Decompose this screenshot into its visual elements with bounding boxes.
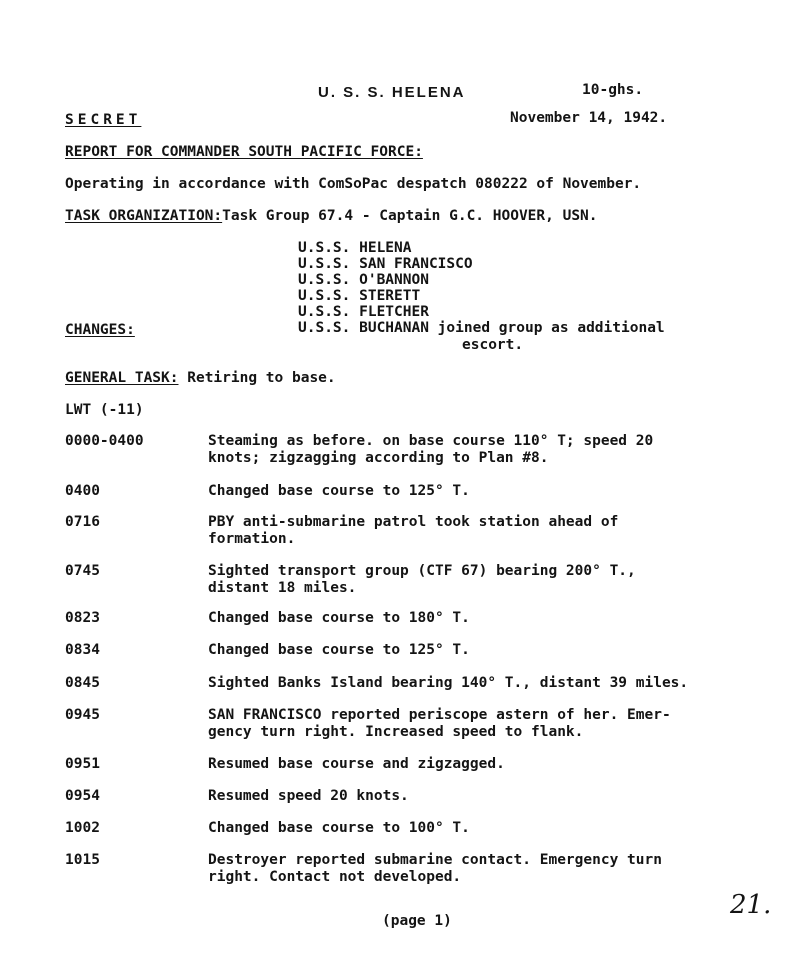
task-organization xyxy=(65,208,598,225)
general-task-label: GENERAL TASK: xyxy=(65,370,179,386)
log-text: Steaming as before. on base course 110° T; speed 20 knots; zigzagging according to Plan #8. xyxy=(208,433,654,466)
general-task-text: Retiring to base. xyxy=(187,370,336,386)
log-time: 0745 xyxy=(65,563,100,579)
timezone-label: LWT (-11) xyxy=(65,402,144,418)
log-text: SAN FRANCISCO reported periscope astern of her. Emer- gency turn right. Increased speed to flank. xyxy=(208,707,671,740)
ship-list-item: U.S.S. SAN FRANCISCO xyxy=(298,256,473,272)
ship-list-item: U.S.S. O'BANNON xyxy=(298,272,429,288)
task-group-text: Task Group 67.4 - Captain G.C. HOOVER, USN. xyxy=(222,208,598,224)
report-title: REPORT FOR COMMANDER SOUTH PACIFIC FORCE: xyxy=(65,144,423,160)
log-time: 0716 xyxy=(65,514,100,530)
general-task xyxy=(65,370,336,387)
log-time: 0823 xyxy=(65,610,100,626)
log-text: PBY anti-submarine patrol took station ahead of formation. xyxy=(208,514,619,547)
log-time: 0400 xyxy=(65,483,100,499)
log-time: 1015 xyxy=(65,852,100,868)
log-time: 0000-0400 xyxy=(65,433,144,449)
ship-list-item: U.S.S. HELENA xyxy=(298,240,412,256)
log-text: Destroyer reported submarine contact. Emergency turn right. Contact not developed. xyxy=(208,852,662,885)
log-time: 1002 xyxy=(65,820,100,836)
task-org-label: TASK ORGANIZATION: xyxy=(65,208,223,224)
log-text: Resumed base course and zigzagged. xyxy=(208,756,505,772)
intro-paragraph: Operating in accordance with ComSoPac despatch 080222 of November. xyxy=(65,176,642,192)
changes-label: CHANGES: xyxy=(65,322,135,338)
log-text: Changed base course to 100° T. xyxy=(208,820,470,836)
ship-list-item: U.S.S. STERETT xyxy=(298,288,421,304)
classification-label: SECRET xyxy=(65,112,142,128)
log-text: Sighted Banks Island bearing 140° T., distant 39 miles. xyxy=(208,675,689,691)
file-reference: 10-ghs. xyxy=(582,82,644,98)
ship-list-item: U.S.S. FLETCHER xyxy=(298,304,429,320)
change-ship: U.S.S. BUCHANAN joined group as additional xyxy=(298,320,665,336)
log-text: Changed base course to 180° T. xyxy=(208,610,470,626)
log-text: Changed base course to 125° T. xyxy=(208,642,470,658)
log-text: Sighted transport group (CTF 67) bearing 200° T., distant 18 miles. xyxy=(208,563,636,596)
log-time: 0834 xyxy=(65,642,100,658)
page-number: (page 1) xyxy=(382,913,452,929)
log-text: Resumed speed 20 knots. xyxy=(208,788,409,804)
change-continuation: escort. xyxy=(462,337,524,353)
handwritten-page-mark: 21. xyxy=(730,890,772,920)
log-time: 0845 xyxy=(65,675,100,691)
log-time: 0954 xyxy=(65,788,100,804)
ship-list xyxy=(298,240,473,320)
report-date: November 14, 1942. xyxy=(510,110,668,126)
log-time: 0951 xyxy=(65,756,100,772)
log-text: Changed base course to 125° T. xyxy=(208,483,470,499)
log-time: 0945 xyxy=(65,707,100,723)
ship-name: U. S. S. HELENA xyxy=(318,84,466,101)
